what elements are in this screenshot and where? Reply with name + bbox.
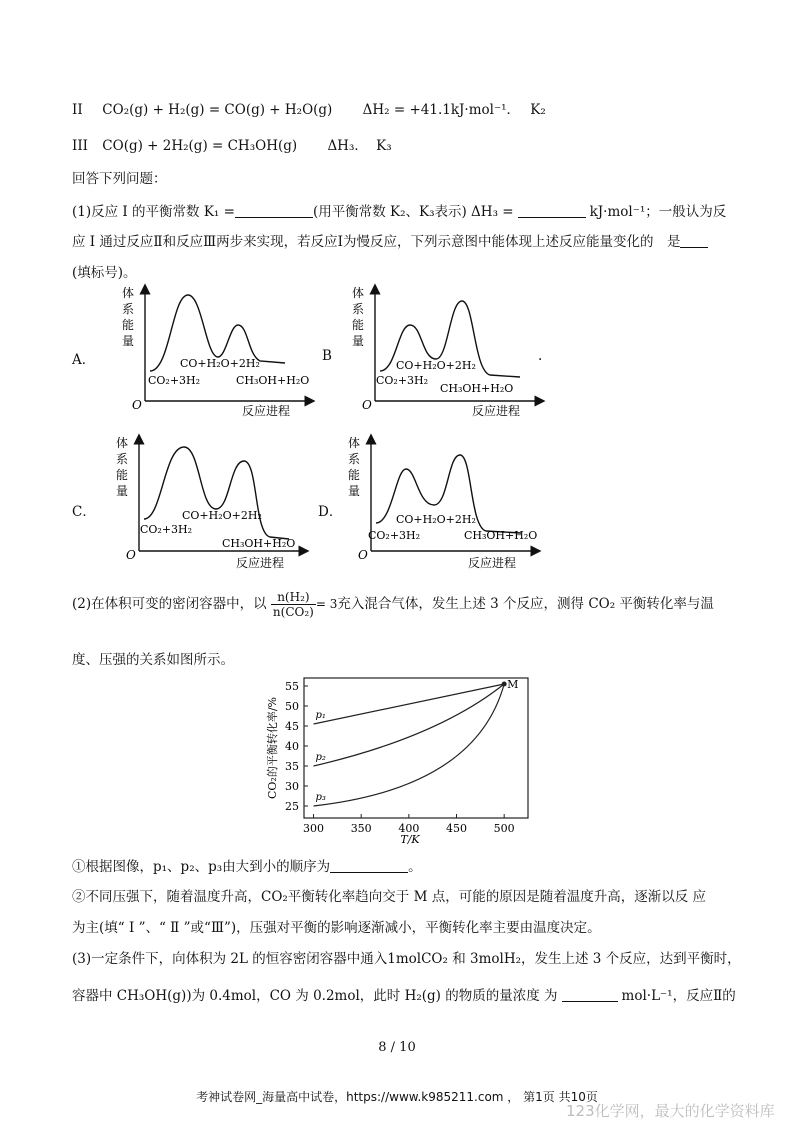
state-initial: CO₂+3H₂ bbox=[376, 374, 429, 387]
state-final: CH₃OH+H₂O bbox=[440, 382, 514, 395]
origin-label: O bbox=[362, 398, 372, 412]
svg-text:能: 能 bbox=[348, 468, 361, 482]
svg-text:系: 系 bbox=[352, 302, 365, 316]
svg-text:能: 能 bbox=[352, 318, 365, 332]
state-intermediate: CO+H₂O+2H₂ bbox=[182, 509, 262, 522]
svg-text:量: 量 bbox=[122, 334, 135, 348]
series-label-1: p₁ bbox=[315, 710, 326, 721]
energy-diagram-b bbox=[340, 283, 555, 423]
question-1-line-3: (填标号)。 bbox=[72, 265, 137, 281]
svg-text:能: 能 bbox=[122, 318, 135, 332]
question-2-sub-2-cont: 为主(填“ Ⅰ ”、“ Ⅱ ”或“Ⅲ”)，压强对平衡的影响逐渐减小，平衡转化率主要由温度决定。 bbox=[72, 920, 601, 936]
diagram-ylabel bbox=[352, 285, 364, 348]
question-3-line-1: (3)一定条件下，向体积为 2L 的恒容密闭容器中通入1molCO₂ 和 3molH₂，发生上述 3 个反应，达到平衡时， bbox=[72, 951, 741, 967]
origin-label: O bbox=[358, 548, 368, 562]
question-2-sub-2: ②不同压强下，随着温度升高，CO₂平衡转化率趋向交于 M 点，可能的原因是随着温度升高，逐渐以反 应 bbox=[72, 889, 707, 905]
question-2-line-2: 度、压强的关系如图所示。 bbox=[72, 652, 234, 668]
svg-text:系: 系 bbox=[122, 302, 135, 316]
y-tick-label: 45 bbox=[285, 720, 299, 733]
option-b-suffix: . bbox=[538, 348, 543, 364]
x-tick-label: 350 bbox=[350, 822, 372, 835]
svg-text:系: 系 bbox=[348, 452, 361, 466]
ratio-fraction: $\frac{\text{n(H₂)}}{\text{n(CO₂)}}$ bbox=[272, 590, 314, 619]
option-d-label: D． bbox=[318, 504, 343, 520]
question-2-line-1: (2)在体积可变的密闭容器中，以 $\frac{\text{n(H₂)}}{\text{n(CO₂)}}$ = 3充入混合气体，发生上述 3 个反应，测得 CO₂ 平衡转化率与温 bbox=[72, 590, 714, 619]
y-tick-label: 55 bbox=[285, 680, 299, 693]
y-tick-label: 40 bbox=[285, 740, 299, 753]
y-tick-label: 30 bbox=[285, 780, 299, 793]
svg-text:系: 系 bbox=[116, 452, 129, 466]
equation-3: III CO(g) + 2H₂(g) = CH₃OH(g) ΔH₃． K₃ bbox=[72, 138, 392, 154]
state-intermediate: CO+H₂O+2H₂ bbox=[396, 359, 476, 372]
point-m bbox=[502, 682, 507, 687]
state-final: CH₃OH+H₂O bbox=[222, 537, 296, 550]
y-tick-label: 35 bbox=[285, 760, 299, 773]
option-a-label: A． bbox=[72, 352, 96, 368]
state-final: CH₃OH+H₂O bbox=[236, 374, 310, 387]
x-axis-label: T/K bbox=[400, 833, 420, 844]
series-label-3: p₃ bbox=[315, 792, 326, 803]
x-axis-label: 反应进程 bbox=[236, 556, 285, 570]
prompt: 回答下列问题： bbox=[72, 171, 167, 187]
diagram-ylabel bbox=[116, 435, 128, 498]
question-2-sub-1: ①根据图像，p₁、p₂、p₃由大到小的顺序为 。 bbox=[72, 859, 422, 875]
footer-text: 考神试卷网_海量高中试卷，https://www.k985211.com ， 第1页 共10页 bbox=[196, 1090, 598, 1104]
svg-text:体: 体 bbox=[122, 286, 135, 300]
y-axis-label: CO₂的平衡转化率/% bbox=[266, 696, 279, 800]
series-label-2: p₂ bbox=[315, 752, 326, 763]
plot-frame bbox=[304, 678, 528, 818]
x-tick-label: 500 bbox=[493, 822, 515, 835]
svg-text:量: 量 bbox=[348, 484, 361, 498]
state-initial: CO₂+3H₂ bbox=[148, 374, 201, 387]
x-tick-label: 400 bbox=[398, 822, 420, 835]
question-1-line-1: (1)反应 Ⅰ 的平衡常数 K₁ = (用平衡常数 K₂、K₃表示) ΔH₃ = kJ·mol⁻¹；一般认为反 bbox=[72, 204, 727, 220]
page-number: 8 / 10 bbox=[378, 1040, 416, 1055]
x-axis-label: 反应进程 bbox=[468, 556, 517, 570]
series-line-2 bbox=[314, 684, 505, 766]
svg-text:体: 体 bbox=[352, 286, 365, 300]
option-b-label: B bbox=[322, 348, 332, 364]
energy-diagram-d bbox=[336, 433, 551, 573]
origin-label: O bbox=[126, 548, 136, 562]
svg-text:量: 量 bbox=[116, 484, 129, 498]
x-tick-label: 300 bbox=[303, 822, 325, 835]
state-intermediate: CO+H₂O+2H₂ bbox=[396, 513, 476, 526]
y-tick-label: 25 bbox=[285, 800, 299, 813]
x-axis-label: 反应进程 bbox=[472, 404, 521, 418]
equation-2: II CO₂(g) + H₂(g) = CO(g) + H₂O(g) ΔH₂ = +41.1kJ·mol⁻¹． K₂ bbox=[72, 102, 546, 118]
option-c-label: C． bbox=[72, 504, 96, 520]
state-initial: CO₂+3H₂ bbox=[368, 529, 421, 542]
state-initial: CO₂+3H₂ bbox=[140, 523, 193, 536]
question-3-line-2: 容器中 CH₃OH(g))为 0.4mol，CO 为 0.2mol，此时 H₂(g) 的物质的量浓度 为 mol·L⁻¹，反应Ⅱ的 bbox=[72, 988, 736, 1004]
question-1-line-2: 应 Ⅰ 通过反应Ⅱ和反应Ⅲ两步来实现，若反应Ⅰ为慢反应，下列示意图中能体现上述反应能量变化的 是 bbox=[72, 230, 708, 250]
state-intermediate: CO+H₂O+2H₂ bbox=[180, 357, 260, 370]
y-tick-label: 50 bbox=[285, 700, 299, 713]
svg-text:量: 量 bbox=[352, 334, 365, 348]
series-line-3 bbox=[314, 684, 505, 806]
watermark: 123化学网，最大的化学资料库 bbox=[566, 1102, 775, 1120]
diagram-ylabel bbox=[348, 435, 360, 498]
diagram-ylabel bbox=[122, 285, 134, 348]
origin-label: O bbox=[132, 398, 142, 412]
point-m-label: M bbox=[507, 678, 519, 691]
energy-diagram-c bbox=[104, 433, 319, 573]
x-tick-label: 450 bbox=[446, 822, 468, 835]
state-final: CH₃OH+H₂O bbox=[464, 529, 538, 542]
svg-text:能: 能 bbox=[116, 468, 129, 482]
svg-text:体: 体 bbox=[348, 436, 361, 450]
x-axis-label: 反应进程 bbox=[242, 404, 291, 418]
svg-text:体: 体 bbox=[116, 436, 129, 450]
energy-diagram-a bbox=[110, 283, 325, 423]
conversion-chart bbox=[262, 672, 534, 844]
